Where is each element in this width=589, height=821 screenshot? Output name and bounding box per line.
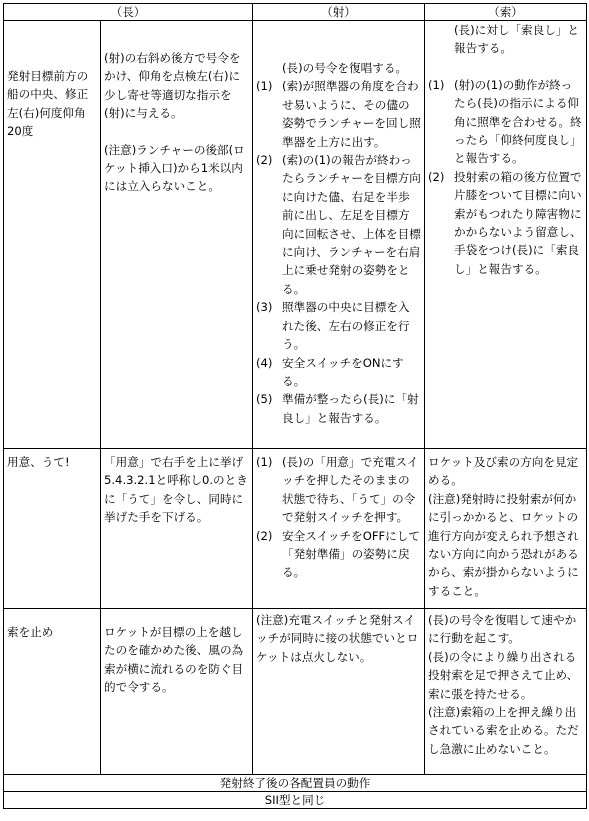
footer-row — [4, 775, 587, 792]
table-row — [4, 609, 587, 775]
footer-note: SII型と同じ — [4, 792, 587, 809]
rope-text: (長)の号令を復唱して速やかに行動を起こす。 — [428, 613, 577, 646]
chief-text: 「用意」で右手を上に挙げ5.4.3.2.1と呼称し0.のときに「うて」を令し、同時に挙げた手を下げる。 — [104, 455, 248, 525]
rope-note: (注意)発射時に投射索が何かに引っかかると、ロケットの進行方向が変えられ予想されない方向に向かう恐れがあるから、索が掛からないようにすること。 — [428, 491, 579, 598]
chief-text: ロケットが目標の上を越したのを確かめた後、風の為索が横に流れるのを防ぐ目的で令する。 — [104, 625, 244, 695]
shooter-intro: (長)の号令を復唱する。 — [282, 61, 408, 75]
header-row — [4, 4, 587, 21]
row-label — [4, 21, 101, 449]
footer-row — [4, 792, 587, 809]
item-number: (3) — [256, 300, 273, 315]
rope-cell — [425, 449, 587, 609]
list-item — [428, 168, 583, 278]
item-number: (2) — [256, 153, 273, 168]
rope-cell — [425, 609, 587, 775]
list-item — [256, 354, 421, 391]
item-text: (索)の(1)の報告が終わったらランチャーを目標方向に向けた儘、右足を半歩前に出し、左足を目標方向に回転させ、上体を目標に向け、ランチャーを右肩上に乗せ発射の姿勢をとる。 — [282, 153, 421, 296]
list-item — [256, 527, 421, 582]
header-rope: （索） — [425, 4, 587, 21]
chief-cell — [101, 21, 253, 449]
document-page — [3, 3, 586, 818]
chief-cell — [101, 449, 253, 609]
spacer — [104, 123, 249, 141]
item-number: (1) — [256, 455, 273, 469]
chief-cell — [101, 609, 253, 775]
item-number: (1) — [428, 77, 445, 92]
row-label-text: 発射目標前方の船の中央、修正左(右)何度仰角20度 — [7, 69, 89, 139]
shooter-cell — [253, 449, 425, 609]
item-text: 投射索の箱の後方位置で片膝をついて目標に向い索がもつれたり障害物にかからないよう留意し、手袋をつけ(長)に「索良し」と報告する。 — [454, 169, 582, 276]
list-item — [256, 453, 421, 527]
rope-intro: (長)に対し「索良し」と報告する。 — [454, 23, 580, 56]
item-number: (5) — [256, 392, 273, 407]
rope-text: ロケット及び索の方向を見定める。 — [428, 455, 579, 488]
item-number: (4) — [256, 355, 273, 370]
procedure-table — [3, 3, 587, 809]
row-label-text: 用意、うて! — [7, 455, 70, 469]
item-number: (2) — [428, 169, 445, 184]
spacer — [428, 58, 583, 76]
item-text: (射)の(1)の動作が終ったら(長)の指示による仰角に照準を合わせる。終ったら「仰終何度良し」と報告する。 — [454, 77, 582, 166]
list-item — [256, 390, 421, 427]
item-text: 照準器の中央に目標を入れた後、左右の修正を行う。 — [282, 300, 410, 352]
item-text: (長)の「用意」で充電スイッチを押したそのままの状態で待ち、「うて」の令で発射スイッチを押す。 — [282, 455, 419, 525]
rope-text: (長)の令により繰り出される投射索を足で押さえて止め、索に張を持たせる。 — [428, 649, 579, 701]
row-label-text: 索を止め — [7, 625, 54, 639]
shooter-cell — [253, 609, 425, 775]
shooter-note: (注意)充電スイッチと発射スイッチが同時に接の状態でいとロケットは点火しない。 — [256, 613, 419, 664]
item-text: 安全スイッチをOFFにして「発射準備」の姿勢に戻る。 — [282, 528, 420, 580]
item-text: 準備が整ったら(長)に「射良し」と報告する。 — [282, 392, 419, 425]
item-text: (索)が照準器の角度を合わせ易いように、その儘の姿勢でランチャーを回し照準器を上方に出す。 — [282, 79, 421, 149]
header-shooter: （射） — [253, 4, 425, 21]
shooter-cell — [253, 21, 425, 449]
rope-cell — [425, 21, 587, 449]
chief-note: (注意)ランチャーの後部(ロケット挿入口)から1米以内には立入らないこと。 — [104, 142, 245, 194]
footer-title: 発射終了後の各配置員の動作 — [4, 775, 587, 792]
row-label — [4, 449, 101, 609]
list-item — [428, 76, 583, 168]
list-item — [256, 298, 421, 353]
table-row — [4, 21, 587, 449]
list-item — [256, 77, 421, 151]
rope-note: (注意)索箱の上を押え繰り出されている索を止める。ただし急激に止めないこと。 — [428, 705, 579, 756]
header-chief: （長） — [4, 4, 253, 21]
item-number: (1) — [256, 79, 273, 94]
table-row — [4, 449, 587, 609]
chief-text: (射)の右斜め後方で号令をかけ、仰角を点検左(右)に少し寄せ等適切な指示を(射)に与える。 — [104, 51, 241, 121]
item-number: (2) — [256, 528, 273, 543]
row-label — [4, 609, 101, 775]
list-item — [256, 151, 421, 298]
item-text: 安全スイッチをONにする。 — [282, 355, 404, 388]
